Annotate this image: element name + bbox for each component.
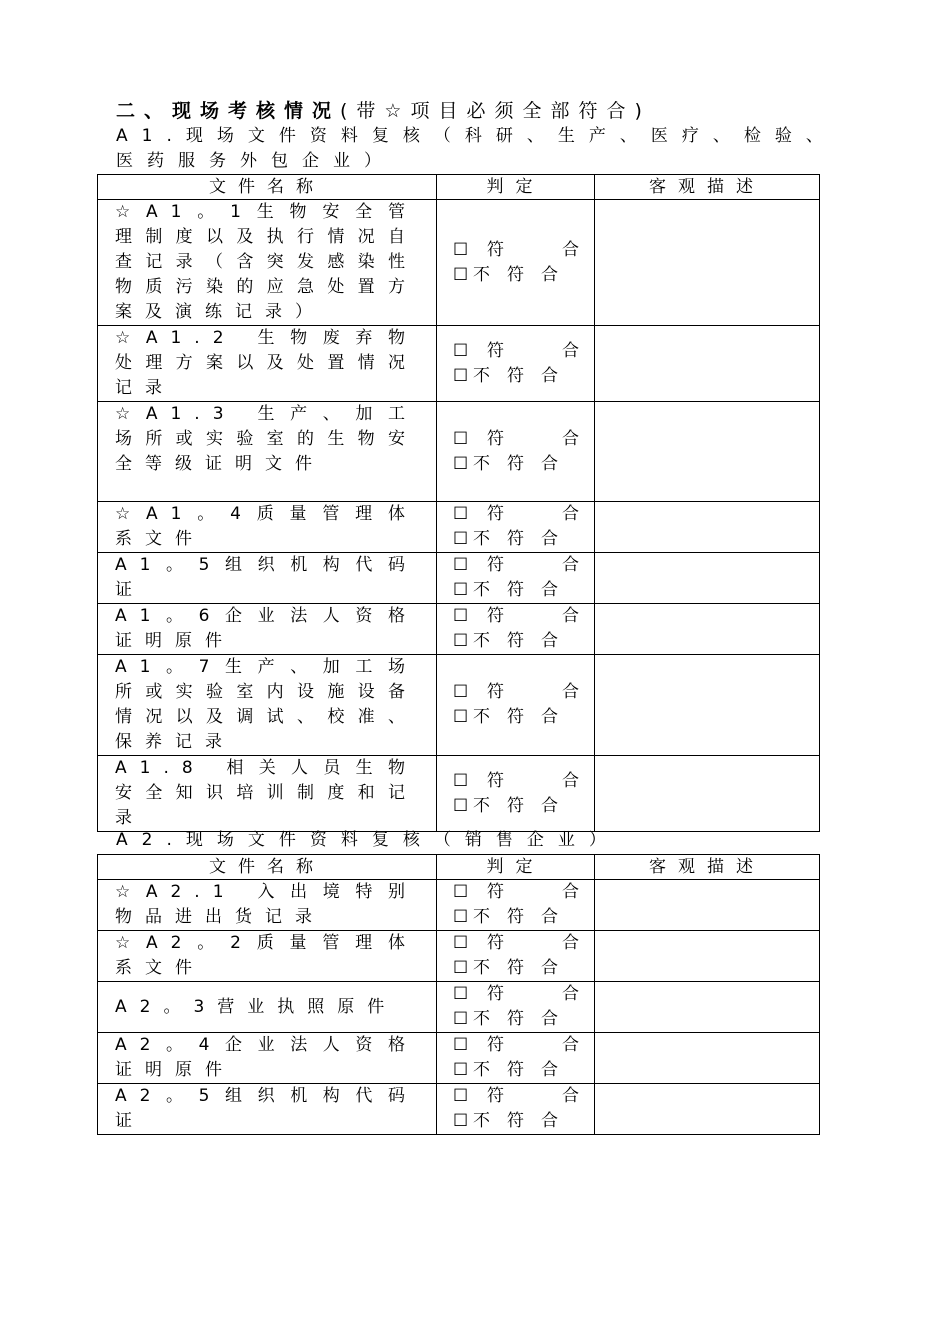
conform-label: 符合 (487, 504, 579, 524)
table-header-row (98, 175, 820, 200)
option-conform[interactable] (453, 339, 594, 364)
col-header-desc: 客观描述 (595, 175, 820, 200)
conform-label: 符合 (487, 606, 579, 626)
table-row (98, 326, 820, 402)
description-cell[interactable] (595, 931, 820, 982)
table-row (98, 931, 820, 982)
nonconform-label: 不符合 (473, 580, 575, 600)
option-conform[interactable] (453, 769, 594, 794)
table-row (98, 604, 820, 655)
table-row (98, 502, 820, 553)
col-header-judge: 判定 (437, 855, 595, 880)
a1-title-line1: A1.现场文件资料复核（科研、生产、医疗、检验、 (116, 126, 837, 146)
document-name-cell: ☆A1。1生物安全管理制度以及执行情况自查记录（含突发感染性物质污染的应急处置方案及演练记录） (98, 200, 437, 326)
col-header-name: 文件名称 (98, 175, 437, 200)
judgement-cell (437, 326, 595, 402)
table-row (98, 1084, 820, 1135)
description-cell[interactable] (595, 1033, 820, 1084)
judgement-cell (437, 655, 595, 756)
description-cell[interactable] (595, 756, 820, 832)
conform-label: 符合 (487, 340, 579, 361)
description-cell[interactable] (595, 402, 820, 502)
checkbox-icon[interactable]: ☐ (453, 795, 469, 816)
judgement-cell (437, 756, 595, 832)
conform-label: 符合 (487, 682, 579, 702)
option-conform[interactable] (453, 604, 594, 629)
checkbox-icon[interactable]: ☐ (453, 580, 469, 600)
document-name-cell: A1.8 相关人员生物安全知识培训制度和记录 (98, 756, 437, 832)
a1-table (97, 174, 820, 832)
nonconform-label: 不符合 (473, 1060, 575, 1080)
nonconform-label: 不符合 (473, 453, 575, 474)
option-nonconform[interactable] (453, 1007, 594, 1032)
table-row (98, 982, 820, 1033)
col-header-judge: 判定 (437, 175, 595, 200)
a1-title-line2: 医药服务外包企业） (116, 151, 395, 171)
conform-label: 符合 (487, 1035, 579, 1055)
option-nonconform[interactable] (453, 1058, 594, 1083)
option-nonconform[interactable] (453, 1109, 594, 1134)
checkbox-icon[interactable]: ☐ (453, 1111, 469, 1131)
table-row (98, 402, 820, 502)
judgement-cell (437, 1033, 595, 1084)
nonconform-label: 不符合 (473, 707, 575, 727)
heading-bold: 二、现场考核情况 (116, 100, 341, 122)
document-name-cell: A1。5组织机构代码证 (98, 553, 437, 604)
option-nonconform[interactable] (453, 705, 594, 730)
conform-label: 符合 (487, 1086, 579, 1106)
section-heading (116, 96, 651, 123)
option-conform[interactable] (453, 427, 594, 452)
conform-label: 符合 (487, 428, 579, 449)
nonconform-label: 不符合 (473, 1009, 575, 1029)
nonconform-label: 不符合 (473, 1111, 575, 1131)
checkbox-icon[interactable]: ☐ (453, 958, 469, 978)
description-cell[interactable] (595, 200, 820, 326)
checkbox-icon[interactable]: ☐ (453, 504, 469, 524)
judgement-cell (437, 880, 595, 931)
description-cell[interactable] (595, 982, 820, 1033)
heading-note: (带☆项目必须全部符合) (340, 100, 651, 122)
checkbox-icon[interactable]: ☐ (453, 529, 469, 549)
option-nonconform[interactable] (453, 452, 594, 477)
option-conform[interactable] (453, 1033, 594, 1058)
option-nonconform[interactable] (453, 578, 594, 603)
judgement-cell (437, 502, 595, 553)
judgement-cell (437, 604, 595, 655)
checkbox-icon[interactable]: ☐ (453, 1035, 469, 1055)
conform-label: 符合 (487, 882, 579, 902)
checkbox-icon[interactable]: ☐ (453, 1009, 469, 1029)
checkbox-icon[interactable]: ☐ (453, 933, 469, 953)
checkbox-icon[interactable]: ☐ (453, 882, 469, 902)
conform-label: 符合 (487, 933, 579, 953)
option-nonconform[interactable] (453, 629, 594, 654)
checkbox-icon[interactable]: ☐ (453, 907, 469, 927)
document-name-cell: A2。5组织机构代码证 (98, 1084, 437, 1135)
checkbox-icon[interactable]: ☐ (453, 239, 469, 260)
nonconform-label: 不符合 (473, 795, 575, 816)
description-cell[interactable] (595, 604, 820, 655)
document-name-cell: A2。3营业执照原件 (98, 982, 437, 1033)
description-cell[interactable] (595, 1084, 820, 1135)
nonconform-label: 不符合 (473, 529, 575, 549)
nonconform-label: 不符合 (473, 631, 575, 651)
option-conform[interactable] (453, 880, 594, 905)
checkbox-icon[interactable]: ☐ (453, 770, 469, 791)
checkbox-icon[interactable]: ☐ (453, 707, 469, 727)
judgement-cell (437, 200, 595, 326)
option-nonconform[interactable] (453, 905, 594, 930)
document-name-cell: ☆A1.2 生物废弃物处理方案以及处置情况记录 (98, 326, 437, 402)
conform-label: 符合 (487, 555, 579, 575)
option-conform[interactable] (453, 982, 594, 1007)
table-row (98, 200, 820, 326)
checkbox-icon[interactable]: ☐ (453, 340, 469, 361)
checkbox-icon[interactable]: ☐ (453, 1086, 469, 1106)
option-nonconform[interactable] (453, 527, 594, 552)
option-nonconform[interactable] (453, 794, 594, 819)
checkbox-icon[interactable]: ☐ (453, 365, 469, 386)
judgement-cell (437, 553, 595, 604)
checkbox-icon[interactable]: ☐ (453, 682, 469, 702)
option-conform[interactable] (453, 680, 594, 705)
checkbox-icon[interactable]: ☐ (453, 606, 469, 626)
judgement-cell (437, 931, 595, 982)
option-conform[interactable] (453, 238, 594, 263)
checkbox-icon[interactable]: ☐ (453, 555, 469, 575)
document-name-cell: ☆A2.1 入出境特别物品进出货记录 (98, 880, 437, 931)
document-name-cell: ☆A1。4质量管理体系文件 (98, 502, 437, 553)
checkbox-icon[interactable]: ☐ (453, 453, 469, 474)
table-row (98, 1033, 820, 1084)
description-cell[interactable] (595, 326, 820, 402)
table-header-row (98, 855, 820, 880)
conform-label: 符合 (487, 239, 579, 260)
checkbox-icon[interactable]: ☐ (453, 264, 469, 285)
document-name-cell: A1。7生产、加工场所或实验室内设施设备情况以及调试、校准、保养记录 (98, 655, 437, 756)
document-name-cell: A2。4企业法人资格证明原件 (98, 1033, 437, 1084)
description-cell[interactable] (595, 553, 820, 604)
judgement-cell (437, 1084, 595, 1135)
nonconform-label: 不符合 (473, 365, 575, 386)
conform-label: 符合 (487, 984, 579, 1004)
checkbox-icon[interactable]: ☐ (453, 631, 469, 651)
checkbox-icon[interactable]: ☐ (453, 428, 469, 449)
description-cell[interactable] (595, 502, 820, 553)
option-nonconform[interactable] (453, 956, 594, 981)
nonconform-label: 不符合 (473, 264, 575, 285)
option-conform[interactable] (453, 1084, 594, 1109)
judgement-cell (437, 402, 595, 502)
document-name-cell: ☆A1.3 生产、加工场所或实验室的生物安全等级证明文件 (98, 402, 437, 502)
col-header-name: 文件名称 (98, 855, 437, 880)
judgement-cell (437, 982, 595, 1033)
a2-table (97, 854, 820, 1135)
checkbox-icon[interactable]: ☐ (453, 1060, 469, 1080)
table-row (98, 880, 820, 931)
conform-label: 符合 (487, 770, 579, 791)
description-cell[interactable] (595, 655, 820, 756)
option-conform[interactable] (453, 931, 594, 956)
option-conform[interactable] (453, 502, 594, 527)
document-name-cell: A1。6企业法人资格证明原件 (98, 604, 437, 655)
nonconform-label: 不符合 (473, 958, 575, 978)
checkbox-icon[interactable]: ☐ (453, 984, 469, 1004)
table-row (98, 553, 820, 604)
option-nonconform[interactable] (453, 364, 594, 389)
a2-title: A2.现场文件资料复核（销售企业） (116, 830, 620, 850)
option-conform[interactable] (453, 553, 594, 578)
table-row (98, 756, 820, 832)
document-name-cell: ☆A2。2质量管理体系文件 (98, 931, 437, 982)
description-cell[interactable] (595, 880, 820, 931)
nonconform-label: 不符合 (473, 907, 575, 927)
col-header-desc: 客观描述 (595, 855, 820, 880)
table-row (98, 655, 820, 756)
option-nonconform[interactable] (453, 263, 594, 288)
